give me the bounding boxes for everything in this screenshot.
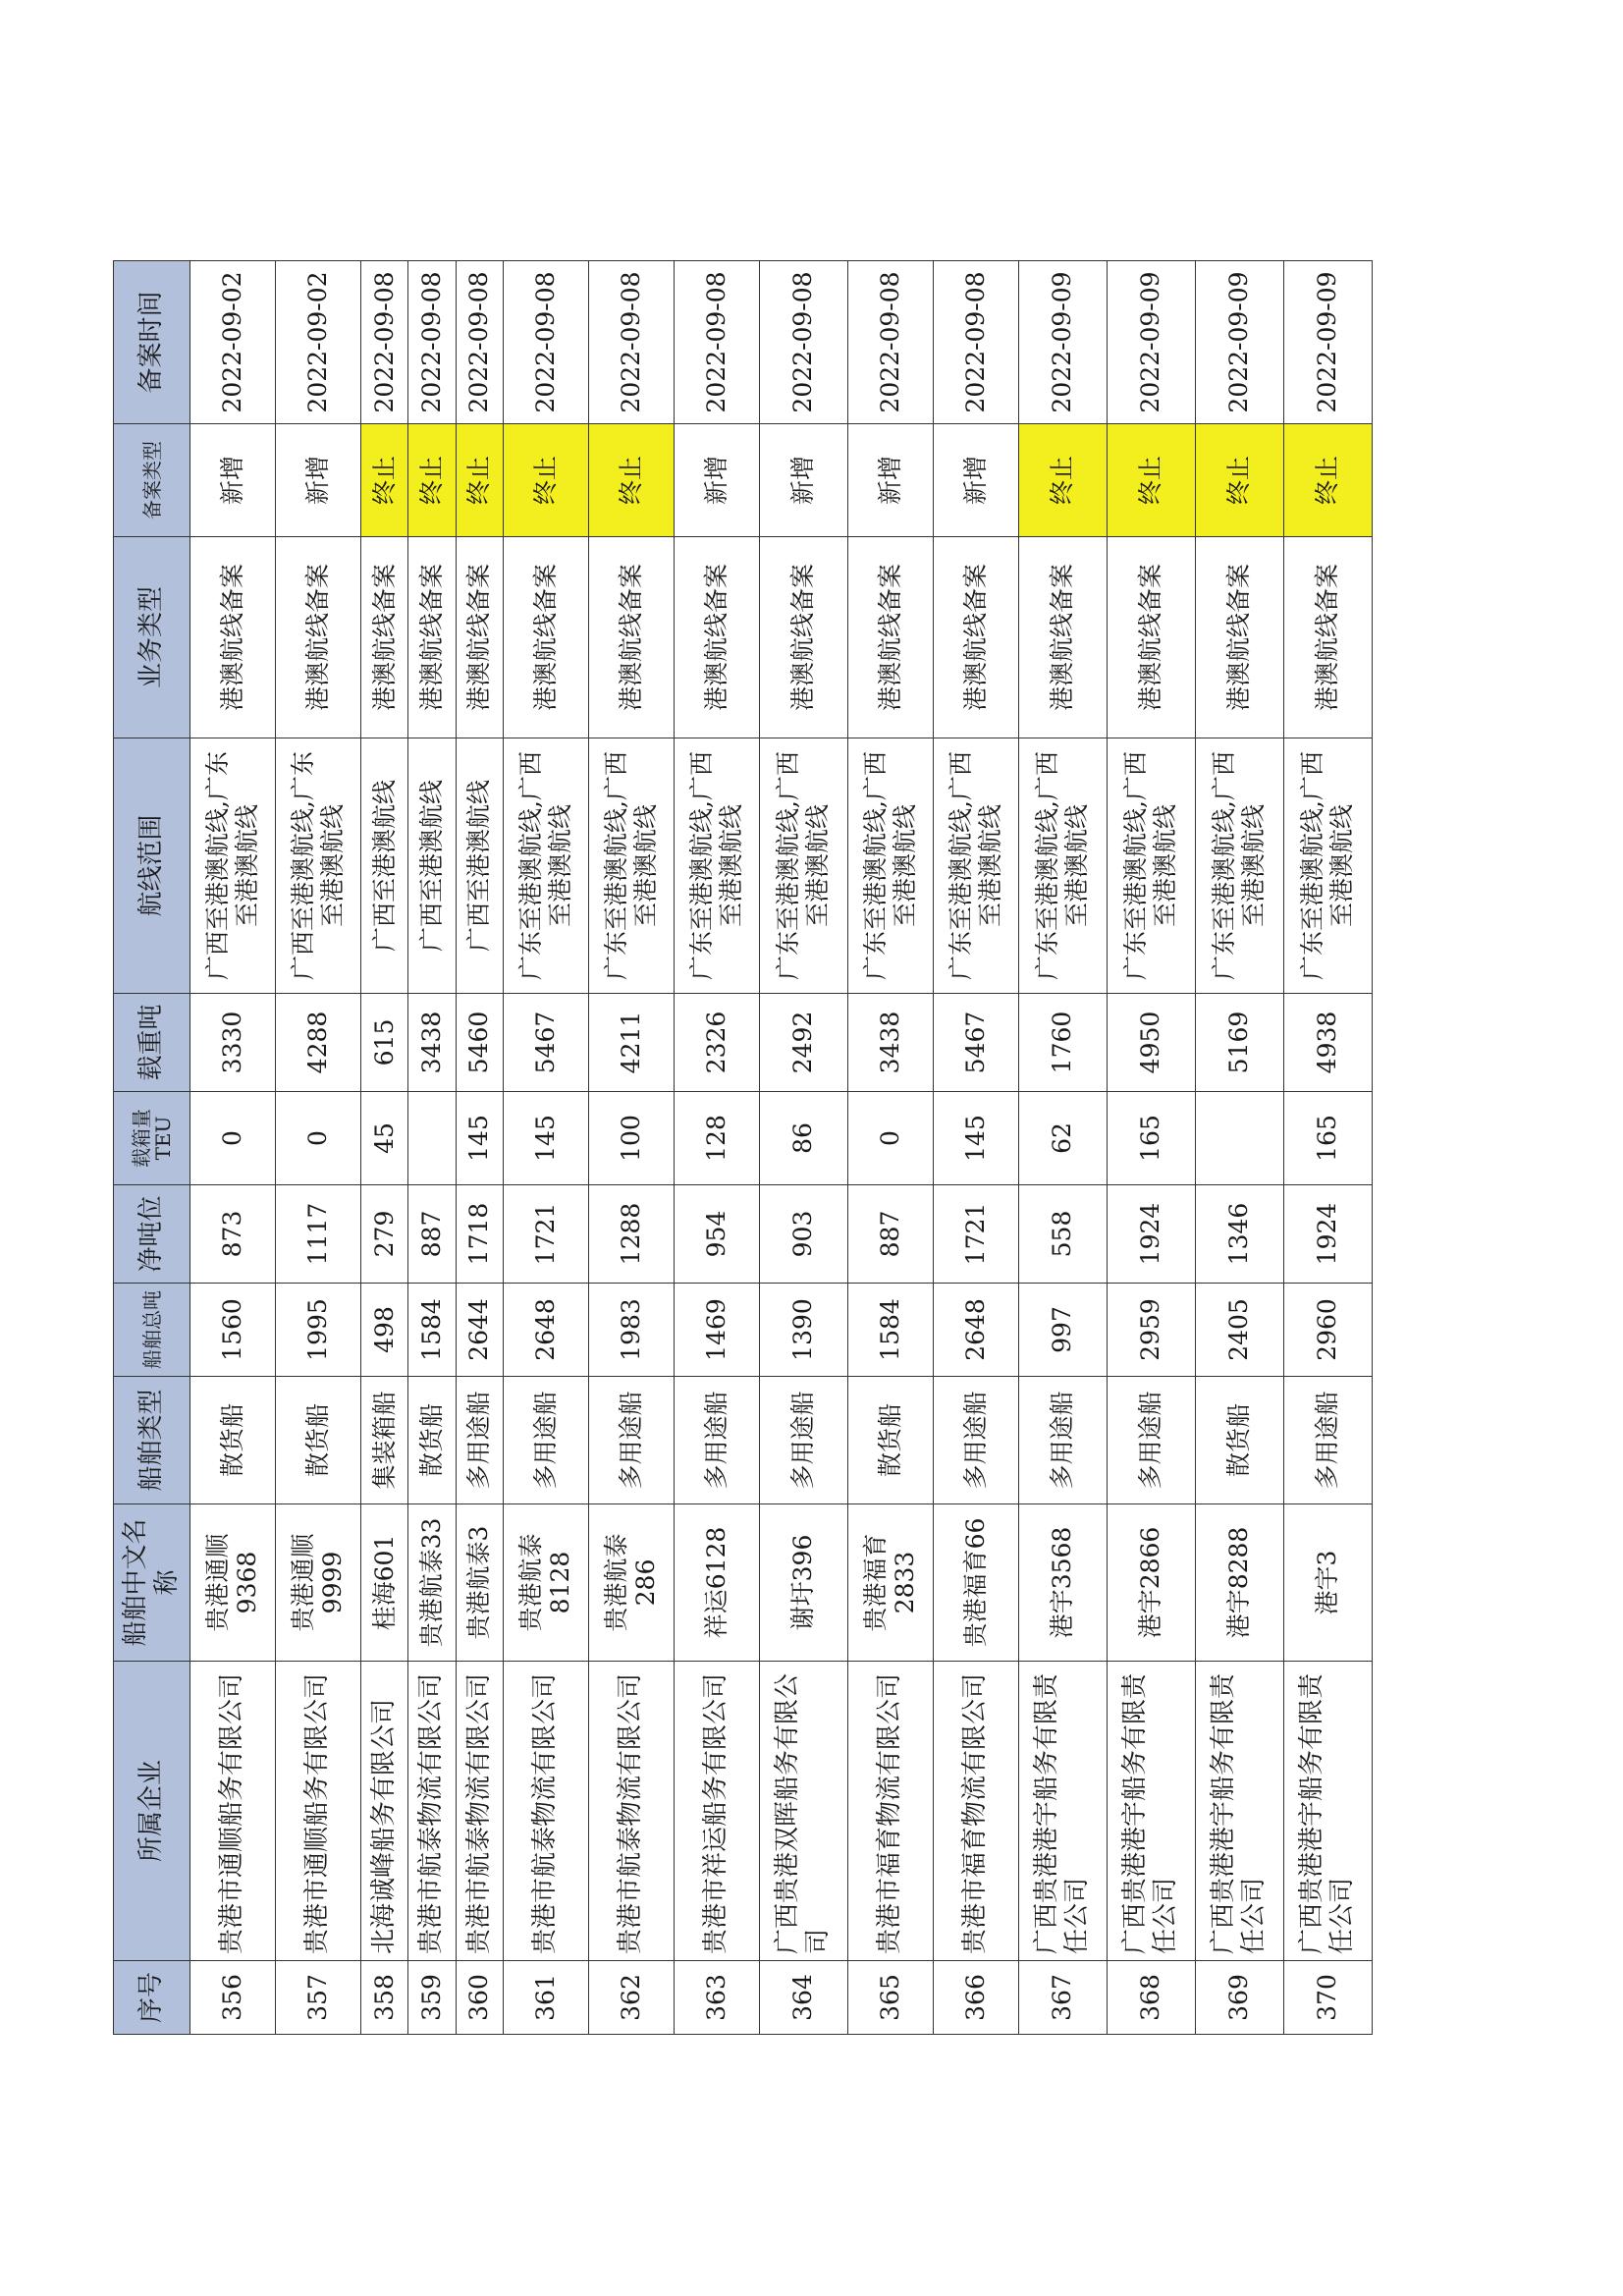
cell-record-type: 终止 [360,424,407,537]
cell-index: 358 [360,1961,407,2035]
cell-gross-tonnage: 2648 [503,1284,588,1377]
cell-record-type: 终止 [456,424,503,537]
cell-company: 贵港市通顺船务有限公司 [190,1662,276,1961]
cell-record-type: 终止 [1107,424,1195,537]
cell-route: 广东至港澳航线,广西至港澳航线 [503,738,588,994]
cell-index: 369 [1195,1961,1283,2035]
cell-dwt: 4938 [1283,994,1372,1092]
table-header-row [114,261,190,2035]
cell-route: 广西至港澳航线,广东至港澳航线 [275,738,360,994]
cell-teu: 145 [503,1092,588,1185]
cell-net-tonnage: 558 [1018,1185,1107,1284]
cell-dwt: 5460 [456,994,503,1092]
cell-ship-type: 多用途船 [456,1377,503,1504]
cell-dwt: 4950 [1107,994,1195,1092]
cell-index: 362 [588,1961,674,2035]
table-row [674,261,759,2035]
cell-dwt: 1760 [1018,994,1107,1092]
cell-ship-type: 多用途船 [1107,1377,1195,1504]
cell-business-type: 港澳航线备案 [190,537,276,738]
cell-index: 363 [674,1961,759,2035]
header-net-tonnage: 净吨位 [114,1185,190,1284]
cell-net-tonnage: 1718 [456,1185,503,1284]
cell-net-tonnage: 1346 [1195,1185,1283,1284]
cell-company: 广西贵港港宇船务有限责任公司 [1283,1662,1372,1961]
cell-record-date: 2022-09-09 [1195,261,1283,424]
cell-teu: 128 [674,1092,759,1185]
cell-company: 广西贵港港宇船务有限责任公司 [1195,1662,1283,1961]
cell-record-date: 2022-09-08 [503,261,588,424]
cell-net-tonnage: 1721 [503,1185,588,1284]
cell-route: 广西至港澳航线 [456,738,503,994]
header-dwt: 载重吨 [114,994,190,1092]
cell-gross-tonnage: 2644 [456,1284,503,1377]
cell-route: 广东至港澳航线,广西至港澳航线 [933,738,1018,994]
header-record-type: 备案类型 [114,424,190,537]
cell-route: 广东至港澳航线,广西至港澳航线 [1283,738,1372,994]
cell-ship-name: 贵港航泰3 [456,1504,503,1662]
cell-company: 广西贵港双晖船务有限公司 [759,1662,847,1961]
cell-ship-type: 散货船 [1195,1377,1283,1504]
cell-record-date: 2022-09-02 [190,261,276,424]
cell-route: 广西至港澳航线,广东至港澳航线 [190,738,276,994]
table-row [1283,261,1372,2035]
cell-business-type: 港澳航线备案 [1195,537,1283,738]
header-index: 序号 [114,1961,190,2035]
cell-ship-type: 散货船 [275,1377,360,1504]
cell-company: 贵港市航泰物流有限公司 [588,1662,674,1961]
header-business-type: 业务类型 [114,537,190,738]
cell-record-type: 终止 [588,424,674,537]
cell-business-type: 港澳航线备案 [847,537,933,738]
cell-business-type: 港澳航线备案 [456,537,503,738]
cell-dwt: 4211 [588,994,674,1092]
cell-ship-name: 港宇2866 [1107,1504,1195,1662]
cell-ship-type: 多用途船 [588,1377,674,1504]
cell-record-type: 新增 [759,424,847,537]
cell-gross-tonnage: 1469 [674,1284,759,1377]
cell-ship-type: 多用途船 [1018,1377,1107,1504]
cell-company: 贵港市福育物流有限公司 [847,1662,933,1961]
cell-record-date: 2022-09-08 [360,261,407,424]
header-route: 航线范围 [114,738,190,994]
cell-index: 357 [275,1961,360,2035]
cell-gross-tonnage: 2959 [1107,1284,1195,1377]
cell-ship-type: 散货船 [408,1377,456,1504]
cell-index: 361 [503,1961,588,2035]
table-row [588,261,674,2035]
cell-record-date: 2022-09-08 [408,261,456,424]
cell-net-tonnage: 1721 [933,1185,1018,1284]
cell-business-type: 港澳航线备案 [1107,537,1195,738]
table-row [933,261,1018,2035]
cell-teu [408,1092,456,1185]
cell-record-date: 2022-09-08 [759,261,847,424]
cell-company: 贵港市祥运船务有限公司 [674,1662,759,1961]
cell-business-type: 港澳航线备案 [588,537,674,738]
cell-record-type: 终止 [1283,424,1372,537]
cell-business-type: 港澳航线备案 [674,537,759,738]
cell-gross-tonnage: 1983 [588,1284,674,1377]
cell-ship-name: 谢圩396 [759,1504,847,1662]
cell-route: 广西至港澳航线 [360,738,407,994]
rotated-document-page [113,261,1373,2035]
cell-ship-name: 贵港福育66 [933,1504,1018,1662]
table-row [503,261,588,2035]
cell-ship-type: 散货船 [190,1377,276,1504]
cell-teu: 86 [759,1092,847,1185]
cell-teu: 165 [1107,1092,1195,1185]
cell-ship-name: 贵港航泰8128 [503,1504,588,1662]
cell-record-type: 终止 [503,424,588,537]
table-row [190,261,276,2035]
cell-teu: 145 [456,1092,503,1185]
cell-company: 北海诚峰船务有限公司 [360,1662,407,1961]
cell-gross-tonnage: 1560 [190,1284,276,1377]
cell-ship-name: 贵港航泰33 [408,1504,456,1662]
cell-teu: 0 [275,1092,360,1185]
table-row [1195,261,1283,2035]
cell-gross-tonnage: 1584 [847,1284,933,1377]
ship-filing-table [113,260,1373,2035]
cell-ship-name: 港宇8288 [1195,1504,1283,1662]
cell-route: 广东至港澳航线,广西至港澳航线 [1195,738,1283,994]
header-company: 所属企业 [114,1662,190,1961]
cell-index: 368 [1107,1961,1195,2035]
cell-record-type: 新增 [190,424,276,537]
cell-route: 广东至港澳航线,广西至港澳航线 [1107,738,1195,994]
table-row [847,261,933,2035]
cell-net-tonnage: 887 [408,1185,456,1284]
cell-ship-name: 贵港通顺9368 [190,1504,276,1662]
cell-record-type: 终止 [1195,424,1283,537]
cell-ship-type: 多用途船 [933,1377,1018,1504]
cell-record-type: 终止 [408,424,456,537]
cell-ship-type: 多用途船 [759,1377,847,1504]
cell-teu: 100 [588,1092,674,1185]
cell-teu [1195,1092,1283,1185]
cell-dwt: 4288 [275,994,360,1092]
cell-business-type: 港澳航线备案 [275,537,360,738]
table-row [759,261,847,2035]
cell-ship-name: 贵港福育2833 [847,1504,933,1662]
cell-record-type: 终止 [1018,424,1107,537]
cell-gross-tonnage: 498 [360,1284,407,1377]
cell-route: 广东至港澳航线,广西至港澳航线 [847,738,933,994]
cell-ship-type: 多用途船 [503,1377,588,1504]
cell-index: 356 [190,1961,276,2035]
cell-dwt: 5169 [1195,994,1283,1092]
cell-record-date: 2022-09-08 [847,261,933,424]
cell-ship-name: 祥运6128 [674,1504,759,1662]
header-ship-type: 船舶类型 [114,1377,190,1504]
cell-ship-type: 集装箱船 [360,1377,407,1504]
table-row [360,261,407,2035]
cell-index: 370 [1283,1961,1372,2035]
cell-record-date: 2022-09-02 [275,261,360,424]
cell-business-type: 港澳航线备案 [360,537,407,738]
cell-business-type: 港澳航线备案 [933,537,1018,738]
cell-net-tonnage: 1288 [588,1185,674,1284]
cell-dwt: 2492 [759,994,847,1092]
cell-net-tonnage: 279 [360,1185,407,1284]
cell-record-date: 2022-09-08 [933,261,1018,424]
cell-index: 360 [456,1961,503,2035]
cell-record-type: 新增 [275,424,360,537]
cell-gross-tonnage: 1995 [275,1284,360,1377]
cell-index: 366 [933,1961,1018,2035]
cell-company: 贵港市通顺船务有限公司 [275,1662,360,1961]
table-row [275,261,360,2035]
cell-teu: 45 [360,1092,407,1185]
cell-index: 367 [1018,1961,1107,2035]
cell-teu: 0 [190,1092,276,1185]
cell-net-tonnage: 873 [190,1185,276,1284]
cell-net-tonnage: 1117 [275,1185,360,1284]
cell-gross-tonnage: 2648 [933,1284,1018,1377]
cell-gross-tonnage: 2960 [1283,1284,1372,1377]
cell-net-tonnage: 887 [847,1185,933,1284]
cell-route: 广东至港澳航线,广西至港澳航线 [1018,738,1107,994]
cell-company: 贵港市航泰物流有限公司 [503,1662,588,1961]
table-row [456,261,503,2035]
header-gross-tonnage: 船舶总吨 [114,1284,190,1377]
cell-ship-name: 港宇3568 [1018,1504,1107,1662]
cell-gross-tonnage: 1584 [408,1284,456,1377]
cell-ship-name: 贵港通顺9999 [275,1504,360,1662]
cell-dwt: 5467 [933,994,1018,1092]
cell-route: 广东至港澳航线,广西至港澳航线 [588,738,674,994]
cell-company: 贵港市航泰物流有限公司 [456,1662,503,1961]
cell-company: 广西贵港港宇船务有限责任公司 [1107,1662,1195,1961]
cell-teu: 62 [1018,1092,1107,1185]
cell-index: 365 [847,1961,933,2035]
table-row [1018,261,1107,2035]
cell-company: 广西贵港港宇船务有限责任公司 [1018,1662,1107,1961]
cell-dwt: 615 [360,994,407,1092]
cell-business-type: 港澳航线备案 [1283,537,1372,738]
cell-record-date: 2022-09-09 [1283,261,1372,424]
cell-ship-type: 散货船 [847,1377,933,1504]
cell-gross-tonnage: 997 [1018,1284,1107,1377]
cell-net-tonnage: 1924 [1107,1185,1195,1284]
cell-record-date: 2022-09-08 [456,261,503,424]
cell-record-date: 2022-09-08 [674,261,759,424]
cell-company: 贵港市航泰物流有限公司 [408,1662,456,1961]
cell-route: 广西至港澳航线 [408,738,456,994]
cell-business-type: 港澳航线备案 [759,537,847,738]
cell-record-type: 新增 [674,424,759,537]
cell-dwt: 5467 [503,994,588,1092]
cell-ship-type: 多用途船 [674,1377,759,1504]
cell-index: 364 [759,1961,847,2035]
cell-teu: 165 [1283,1092,1372,1185]
cell-route: 广东至港澳航线,广西至港澳航线 [674,738,759,994]
table-row [1107,261,1195,2035]
cell-teu: 145 [933,1092,1018,1185]
cell-teu: 0 [847,1092,933,1185]
cell-net-tonnage: 954 [674,1185,759,1284]
cell-record-date: 2022-09-08 [588,261,674,424]
cell-company: 贵港市福育物流有限公司 [933,1662,1018,1961]
cell-gross-tonnage: 2405 [1195,1284,1283,1377]
cell-dwt: 3438 [408,994,456,1092]
cell-ship-type: 多用途船 [1283,1377,1372,1504]
cell-ship-name: 贵港航泰286 [588,1504,674,1662]
cell-ship-name: 桂海601 [360,1504,407,1662]
header-record-date: 备案时间 [114,261,190,424]
table-row [408,261,456,2035]
cell-ship-name: 港宇3 [1283,1504,1372,1662]
cell-business-type: 港澳航线备案 [408,537,456,738]
cell-record-type: 新增 [847,424,933,537]
cell-route: 广东至港澳航线,广西至港澳航线 [759,738,847,994]
cell-dwt: 3438 [847,994,933,1092]
cell-gross-tonnage: 1390 [759,1284,847,1377]
cell-net-tonnage: 903 [759,1185,847,1284]
header-teu: 载箱量TEU [114,1092,190,1185]
cell-business-type: 港澳航线备案 [1018,537,1107,738]
cell-record-date: 2022-09-09 [1107,261,1195,424]
cell-business-type: 港澳航线备案 [503,537,588,738]
cell-record-date: 2022-09-09 [1018,261,1107,424]
cell-record-type: 新增 [933,424,1018,537]
cell-dwt: 3330 [190,994,276,1092]
header-ship-name: 船舶中文名称 [114,1504,190,1662]
cell-dwt: 2326 [674,994,759,1092]
cell-index: 359 [408,1961,456,2035]
cell-net-tonnage: 1924 [1283,1185,1372,1284]
